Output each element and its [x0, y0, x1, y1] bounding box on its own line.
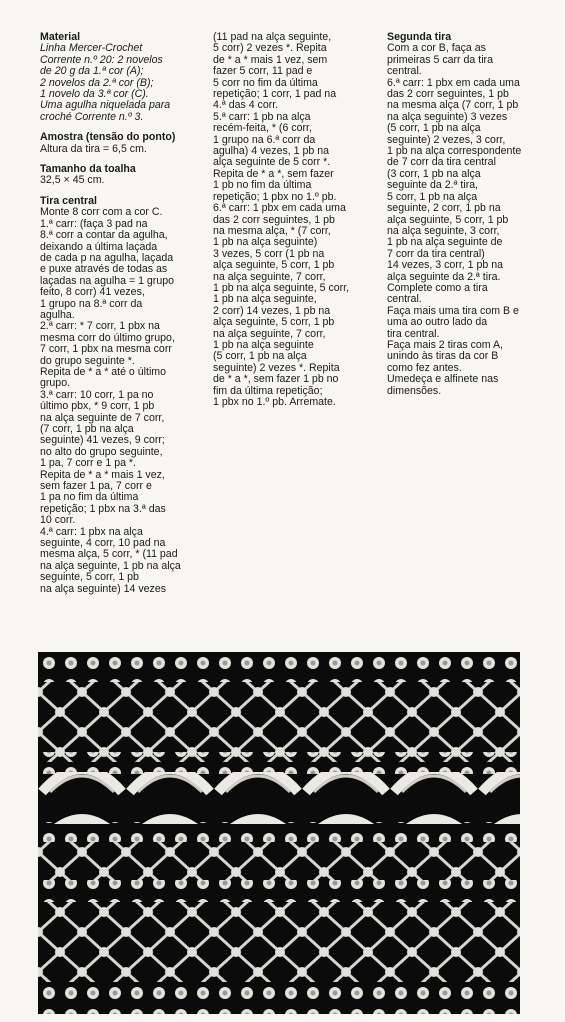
tamanho-text: 32,5 × 45 cm. [40, 174, 105, 187]
column-3 [387, 32, 547, 397]
tira-central-heading: Tira central [40, 194, 97, 207]
segunda-tira-text: Com a cor B, faça as primeiras 5 carr da tira central. 6.ª carr: 1 pbx em cada uma das 2 corr seguintes, 1 pb na mesma alça (7 corr, 1 pb na alça seguinte) 3 vezes (5 corr, 1 pb na alça seguinte) 2 vezes, 3 corr, 1 pb na alça correspondente de 7 corr da tira central (3 corr, 1 pb na alça seguinte da 2.ª tira, 5 corr, 1 pb na alça seguinte, 2 corr, 1 pb na alça seguinte, 5 corr, 1 pb na alça seguinte, 3 corr, 1 pb na alça seguinte de 7 corr da tira central) 14 vezes, 3 corr, 1 pb na alça seguinte da 2.ª tira. Complete como a tira central. Faça mais uma tira com B e uma ao outro lado da tira central. Faça mais 2 tiras com A, unindo às tiras da cor B como fez antes. Umedeça e alfinete nas dimensões. [387, 42, 522, 397]
column-2 [213, 32, 373, 408]
column-1 [40, 32, 200, 595]
crochet-lace-photo [38, 652, 520, 1014]
segunda-tira-heading: Segunda tira [387, 31, 452, 43]
material-text: Linha Mercer-Crochet Corrente n.º 20: 2 novelos de 20 g da 1.ª cor (A); 2 novelos da 2.ª cor (B); 1 novelo da 3.ª cor (C). Uma agulha niquelada para croché Corrente n.º 3. [40, 42, 171, 123]
amostra-text: Altura da tira = 6,5 cm. [40, 142, 147, 155]
material-heading: Material [40, 31, 81, 43]
crochet-pattern-image [38, 652, 520, 1014]
tira-central-text: Monte 8 corr com a cor C. 1.ª carr: (faça 3 pad na 8.ª corr a contar da agulha, deixando a última laçada de cada p na agulha, laçada e puxe através de todas as laçadas na agulha = 1 grupo feito, 8 corr) 41 vezes, 1 grupo na 8.ª corr da agulha. 2.ª carr: * 7 corr, 1 pbx na mesma corr do último grupo, 7 corr, 1 pbx na mesma corr do grupo seguinte *. Repita de * a * até o último grupo. 3.ª carr: 10 corr, 1 pa no último pbx, * 9 corr, 1 pb na alça seguinte de 7 corr, (7 corr, 1 pb na alça seguinte) 41 vezes, 9 corr; no alto do grupo seguinte, 1 pa, 7 corr e 1 pa *. Repita de * a * mais 1 vez, sem fazer 1 pa, 7 corr e 1 pa no fim da última repetição; 1 pbx na 3.ª das 10 corr. 4.ª carr: 1 pbx na alça seguinte, 4 corr, 10 pad na mesma alça, 5 corr, * (11 pad na alça seguinte, 1 pb na alça seguinte, 5 corr, 1 pb na alça seguinte) 14 vezes [40, 206, 181, 595]
tira-central-continued-text: (11 pad na alça seguinte, 5 corr) 2 vezes *. Repita de * a * mais 1 vez, sem fazer 5 corr, 11 pad e 5 corr no fim da última repetição; 1 corr, 1 pad na 4.ª das 4 corr. 5.ª carr: 1 pb na alça recém-feita, * (6 corr, 1 grupo na 6.ª corr da agulha) 4 vezes, 1 pb na alça seguinte de 5 corr *. Repita de * a *, sem fazer 1 pb no fim da última repetição; 1 pbx no 1.º pb. 6.ª carr: 1 pbx em cada uma das 2 corr seguintes, 1 pb na mesma alça, * (7 corr, 1 pb na alça seguinte) 3 vezes, 5 corr (1 pb na alça seguinte, 5 corr, 1 pb na alça seguinte, 7 corr, 1 pb na alça seguinte, 5 corr, 1 pb na alça seguinte, 2 corr) 14 vezes, 1 pb na alça seguinte, 5 corr, 1 pb na alça seguinte, 7 corr, 1 pb na alça seguinte (5 corr, 1 pb na alça seguinte) 2 vezes *. Repita de * a *, sem fazer 1 pb no fim da última repetição; 1 pbx no 1.º pb. Arremate. [213, 31, 350, 408]
amostra-heading: Amostra (tensão do ponto) [40, 131, 176, 144]
tamanho-heading: Tamanho da toalha [40, 163, 136, 176]
